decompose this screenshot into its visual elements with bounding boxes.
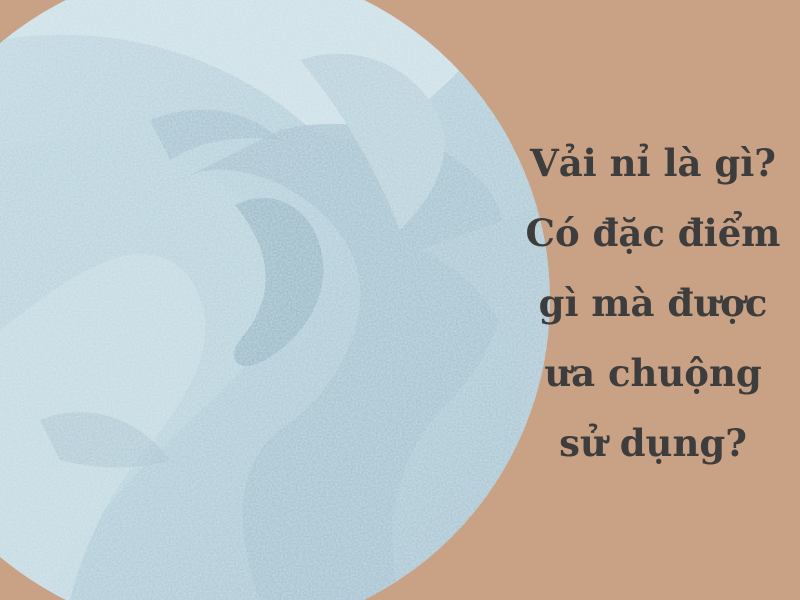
headline-line-3: gì mà được [538, 281, 768, 325]
headline-line-5: sử dụng? [559, 421, 747, 465]
headline-line-2: Có đặc điểm [525, 211, 781, 255]
headline [522, 128, 784, 478]
headline-line-4: ưa chuộng [544, 351, 762, 395]
headline-line-1: Vải nỉ là gì? [530, 141, 776, 185]
